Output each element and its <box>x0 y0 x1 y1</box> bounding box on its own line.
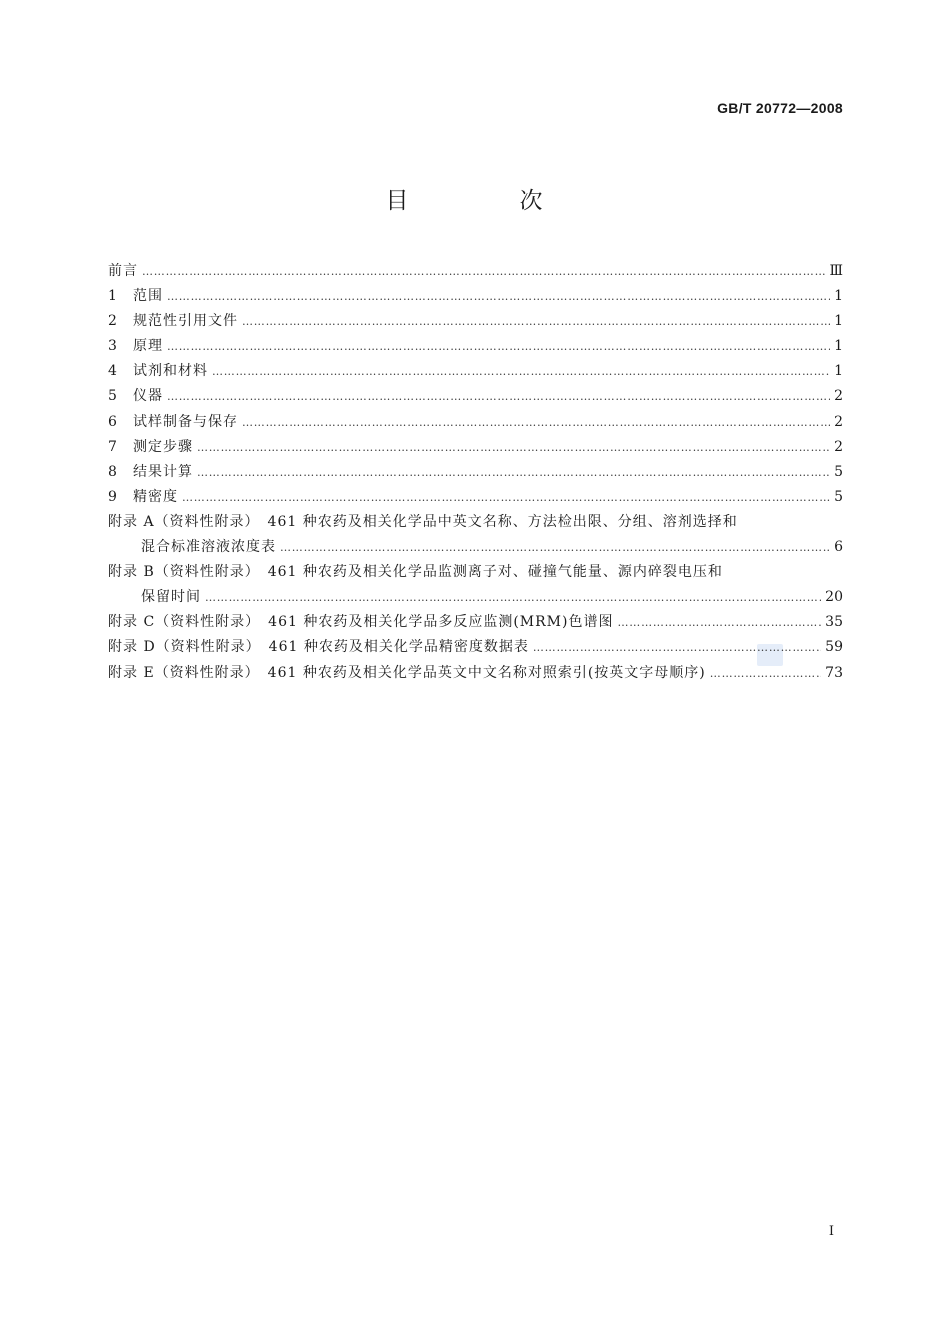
toc-entry[interactable] <box>108 635 843 660</box>
toc-entry-title: 试剂和材料 <box>133 363 208 380</box>
toc-entry-title: 附录 B（资料性附录） 461 种农药及相关化学品监测离子对、碰撞气能量、源内碎裂电压和 <box>108 564 723 581</box>
toc-entry-page: 5 <box>834 463 843 480</box>
toc-entry[interactable] <box>108 435 843 460</box>
toc-entry[interactable] <box>108 359 843 384</box>
toc-entry-number: 6 <box>108 413 117 430</box>
toc-entry[interactable] <box>108 560 843 585</box>
toc-entry[interactable] <box>108 535 843 560</box>
toc-entry[interactable] <box>108 610 843 635</box>
toc-entry-title: 附录 C（资料性附录） 461 种农药及相关化学品多反应监测(MRM)色谱图 <box>108 614 614 631</box>
toc-entry-page: 5 <box>834 488 843 505</box>
toc-entry[interactable] <box>108 460 843 485</box>
toc-entry-title: 附录 E（资料性附录） 461 种农药及相关化学品英文中文名称对照索引(按英文字母顺序) <box>108 664 706 681</box>
toc-entry-page: Ⅲ <box>829 263 843 279</box>
dot-leader <box>182 485 830 510</box>
toc-entry-page: 2 <box>834 438 843 455</box>
toc-entry-page: 1 <box>834 313 843 330</box>
toc-entry[interactable] <box>108 585 843 610</box>
standard-code: GB/T 20772—2008 <box>717 100 843 116</box>
toc-entry-title: 范围 <box>133 288 163 305</box>
toc-entry[interactable] <box>108 284 843 309</box>
toc-entry[interactable] <box>108 309 843 334</box>
toc-entry-number: 2 <box>108 313 117 330</box>
dot-leader <box>280 535 830 560</box>
toc-entry[interactable] <box>108 661 843 686</box>
toc-entry[interactable] <box>108 384 843 409</box>
toc-entry-number: 7 <box>108 438 117 455</box>
toc-entry-title: 前言 <box>108 263 138 279</box>
dot-leader <box>197 460 830 485</box>
toc-entry-number: 1 <box>108 288 117 305</box>
toc-entry[interactable] <box>108 510 843 535</box>
toc-entry-page: 20 <box>825 589 843 606</box>
toc-entry-title: 混合标准溶液浓度表 <box>141 539 276 556</box>
toc-entry[interactable] <box>108 334 843 359</box>
toc-entry-title: 附录 A（资料性附录） 461 种农药及相关化学品中英文名称、方法检出限、分组、溶剂选择和 <box>108 513 738 530</box>
toc-entry[interactable] <box>108 485 843 510</box>
dot-leader <box>242 309 830 334</box>
dot-leader <box>142 259 825 284</box>
toc-entry-page: 59 <box>825 639 843 656</box>
dot-leader <box>710 661 821 686</box>
toc-entry[interactable] <box>108 259 843 284</box>
page-title: 目 次 <box>385 188 587 214</box>
toc-entry-page: 73 <box>825 664 843 681</box>
toc-entry-page: 1 <box>834 363 843 380</box>
toc-entry-title: 结果计算 <box>133 463 193 480</box>
toc-entry-title: 附录 D（资料性附录） 461 种农药及相关化学品精密度数据表 <box>108 639 529 656</box>
toc-entry-title: 测定步骤 <box>133 438 193 455</box>
toc-entry-title: 精密度 <box>133 488 178 505</box>
toc-entry-number: 4 <box>108 363 117 380</box>
dot-leader <box>197 435 830 460</box>
dot-leader <box>167 334 830 359</box>
toc-entry-title: 仪器 <box>133 388 163 405</box>
toc-entry-page: 1 <box>834 288 843 305</box>
dot-leader <box>242 410 830 435</box>
page-number: I <box>828 1224 834 1239</box>
toc-entry-page: 2 <box>834 388 843 405</box>
toc-entry-title: 试样制备与保存 <box>133 413 238 430</box>
toc-entry-page: 2 <box>834 413 843 430</box>
toc-entry-page: 1 <box>834 338 843 355</box>
toc-entry-title: 原理 <box>133 338 163 355</box>
dot-leader <box>212 359 830 384</box>
toc-entry-title: 保留时间 <box>141 589 201 606</box>
toc-entry-page: 35 <box>825 614 843 631</box>
toc-entry-page: 6 <box>834 539 843 556</box>
toc-entry-number: 3 <box>108 338 117 355</box>
dot-leader <box>167 284 830 309</box>
toc-entry-number: 5 <box>108 388 117 405</box>
toc-entry-number: 8 <box>108 463 117 480</box>
toc-entry-number: 9 <box>108 488 117 505</box>
dot-leader <box>205 585 821 610</box>
toc-entry-title: 规范性引用文件 <box>133 313 238 330</box>
dot-leader <box>167 384 830 409</box>
dot-leader <box>533 635 821 660</box>
table-of-contents <box>108 259 843 686</box>
dot-leader <box>617 610 821 635</box>
toc-entry[interactable] <box>108 410 843 435</box>
